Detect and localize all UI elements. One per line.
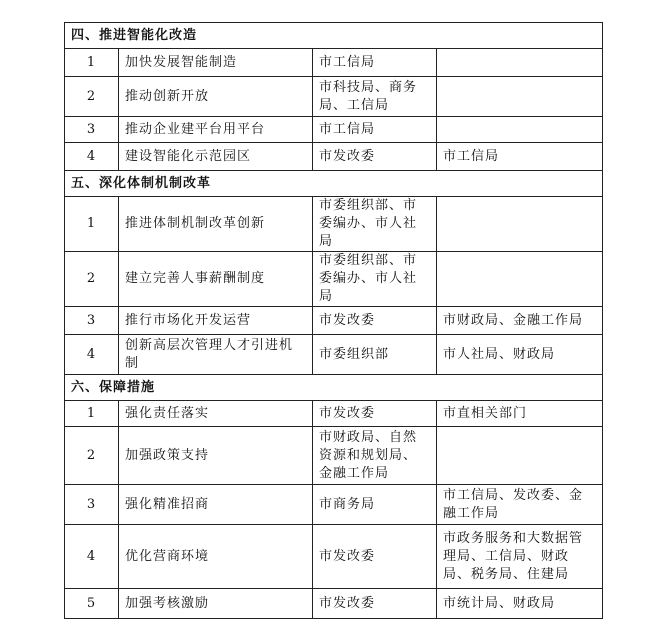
assist-unit (437, 197, 603, 252)
task-name: 建设智能化示范园区 (119, 143, 313, 171)
lead-unit: 市财政局、自然资源和规划局、金融工作局 (313, 427, 437, 485)
lead-unit: 市发改委 (313, 525, 437, 589)
task-name: 加强政策支持 (119, 427, 313, 485)
assist-unit: 市人社局、财政局 (437, 335, 603, 375)
task-name: 建立完善人事薪酬制度 (119, 252, 313, 307)
row-number: 4 (65, 143, 119, 171)
table-row (65, 401, 603, 427)
table-row (65, 427, 603, 485)
lead-unit: 市发改委 (313, 143, 437, 171)
task-name: 推动企业建平台用平台 (119, 117, 313, 143)
section-title: 六、保障措施 (65, 375, 603, 401)
assist-unit: 市政务服务和大数据管理局、工信局、财政局、税务局、住建局 (437, 525, 603, 589)
row-number: 4 (65, 525, 119, 589)
row-number: 1 (65, 49, 119, 77)
lead-unit: 市委组织部 (313, 335, 437, 375)
table-row (65, 485, 603, 525)
section-header-row (65, 171, 603, 197)
task-name: 推行市场化开发运营 (119, 307, 313, 335)
task-name: 优化营商环境 (119, 525, 313, 589)
row-number: 3 (65, 117, 119, 143)
assist-unit: 市直相关部门 (437, 401, 603, 427)
task-name: 强化责任落实 (119, 401, 313, 427)
section-title: 四、推进智能化改造 (65, 23, 603, 49)
table-row (65, 525, 603, 589)
assist-unit: 市工信局、发改委、金融工作局 (437, 485, 603, 525)
lead-unit: 市发改委 (313, 307, 437, 335)
section-title: 五、深化体制机制改革 (65, 171, 603, 197)
lead-unit: 市发改委 (313, 589, 437, 619)
assist-unit (437, 427, 603, 485)
table-row (65, 307, 603, 335)
lead-unit: 市工信局 (313, 49, 437, 77)
table-row (65, 77, 603, 117)
row-number: 4 (65, 335, 119, 375)
task-name: 加强考核激励 (119, 589, 313, 619)
task-name: 强化精准招商 (119, 485, 313, 525)
assist-unit (437, 252, 603, 307)
task-name: 创新高层次管理人才引进机制 (119, 335, 313, 375)
lead-unit: 市委组织部、市委编办、市人社局 (313, 197, 437, 252)
row-number: 5 (65, 589, 119, 619)
task-name: 加快发展智能制造 (119, 49, 313, 77)
table-row (65, 117, 603, 143)
table-row (65, 49, 603, 77)
lead-unit: 市工信局 (313, 117, 437, 143)
row-number: 3 (65, 485, 119, 525)
lead-unit: 市发改委 (313, 401, 437, 427)
task-name: 推动创新开放 (119, 77, 313, 117)
row-number: 1 (65, 401, 119, 427)
assist-unit (437, 77, 603, 117)
assist-unit: 市统计局、财政局 (437, 589, 603, 619)
row-number: 1 (65, 197, 119, 252)
table-row (65, 197, 603, 252)
section-header-row (65, 375, 603, 401)
lead-unit: 市商务局 (313, 485, 437, 525)
table-row (65, 335, 603, 375)
task-table (64, 22, 603, 619)
row-number: 2 (65, 252, 119, 307)
section-header-row (65, 23, 603, 49)
assist-unit (437, 117, 603, 143)
assist-unit: 市财政局、金融工作局 (437, 307, 603, 335)
task-name: 推进体制机制改革创新 (119, 197, 313, 252)
row-number: 2 (65, 77, 119, 117)
table-row (65, 589, 603, 619)
row-number: 2 (65, 427, 119, 485)
table-row (65, 252, 603, 307)
row-number: 3 (65, 307, 119, 335)
table-row (65, 143, 603, 171)
lead-unit: 市委组织部、市委编办、市人社局 (313, 252, 437, 307)
assist-unit (437, 49, 603, 77)
assist-unit: 市工信局 (437, 143, 603, 171)
lead-unit: 市科技局、商务局、工信局 (313, 77, 437, 117)
